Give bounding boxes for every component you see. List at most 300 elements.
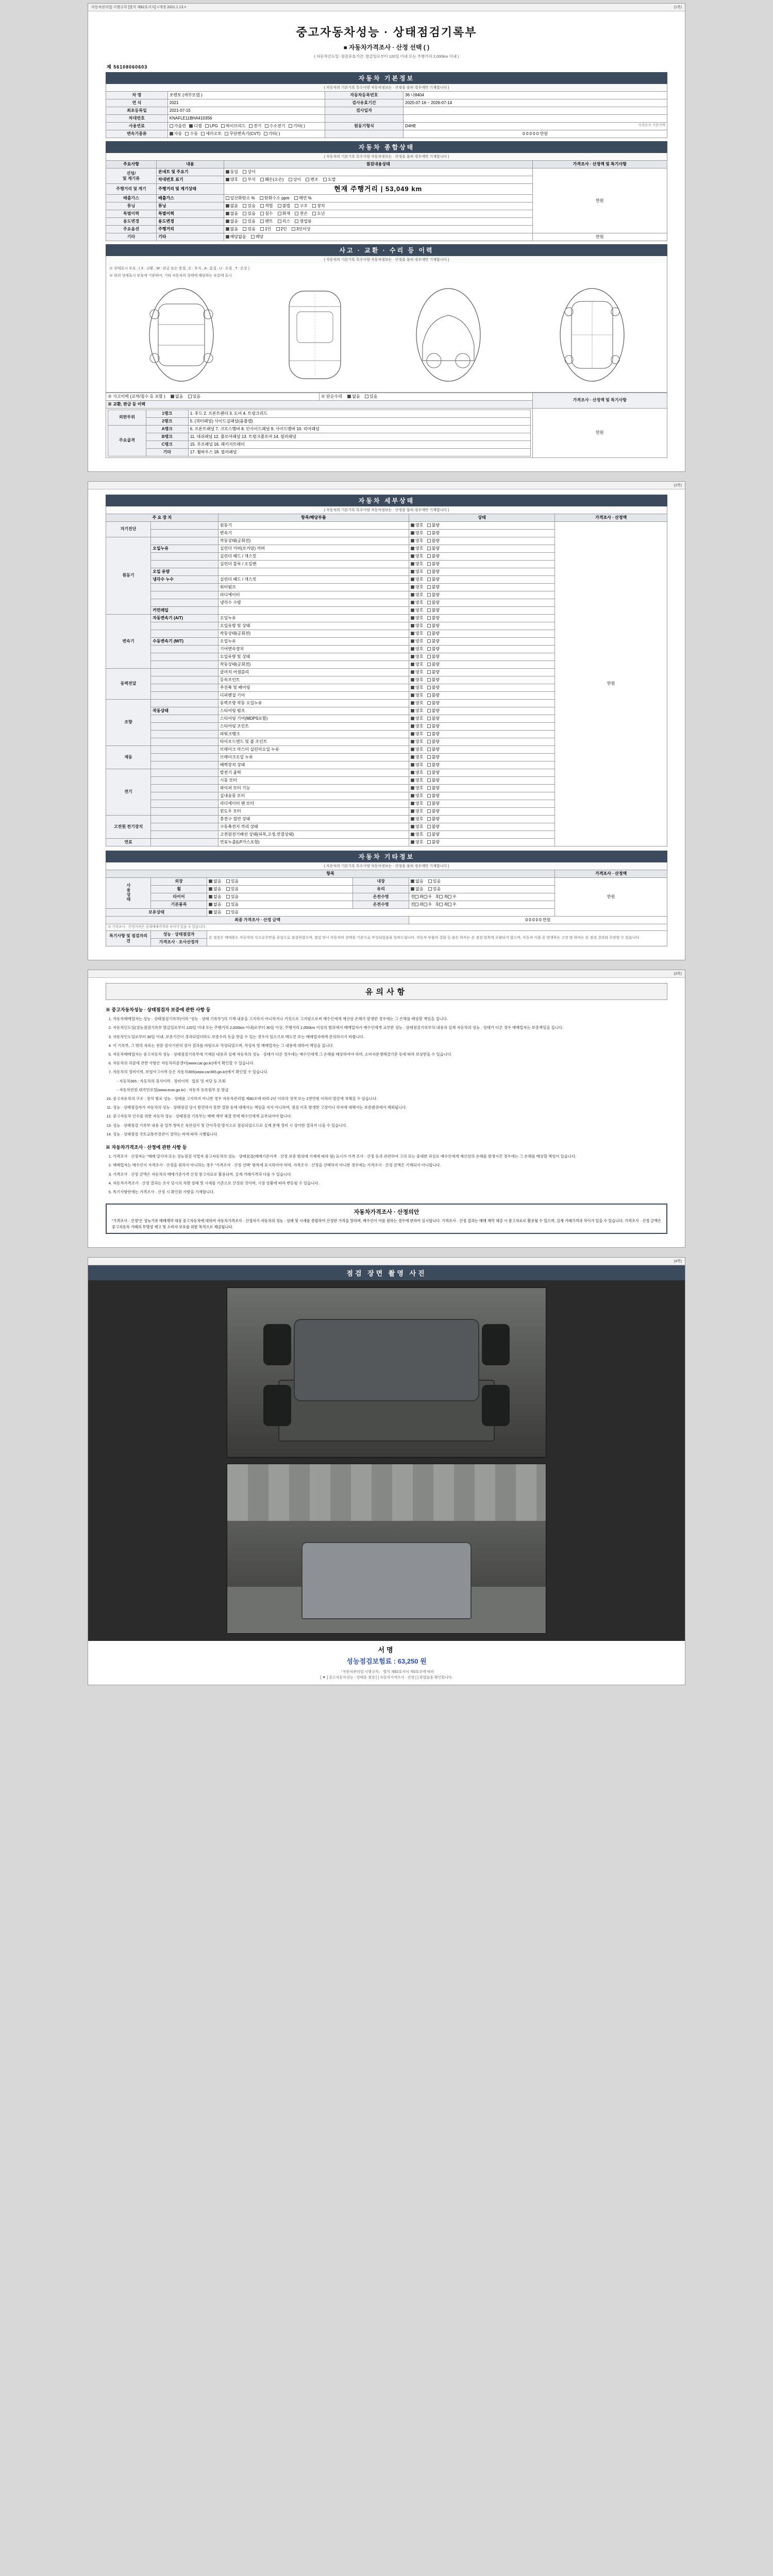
checkbox[interactable] [427, 593, 431, 597]
exterior-yes[interactable]: 있음 [226, 879, 239, 884]
state-good[interactable] [411, 685, 423, 690]
checkbox[interactable] [427, 632, 431, 635]
checkbox[interactable] [411, 724, 414, 728]
state-good[interactable] [411, 801, 423, 806]
owner-yes[interactable]: 있음 [243, 227, 255, 232]
wheel-none[interactable]: 없음 [209, 887, 221, 892]
checkbox[interactable] [411, 647, 414, 651]
state-good[interactable] [411, 708, 423, 714]
owner-one[interactable]: 1인 [260, 227, 271, 232]
state-bad[interactable] [427, 693, 440, 698]
basic-rear[interactable]: 후 좌 우 [435, 902, 457, 907]
state-bad[interactable] [427, 701, 440, 706]
col-header: 내용 [157, 161, 224, 168]
option-label: 불량 [431, 623, 440, 628]
history-fire[interactable]: 화재 [278, 211, 290, 216]
state-bad[interactable] [427, 616, 440, 621]
detail-item-label: 원동기 [218, 521, 409, 529]
checkbox[interactable] [411, 554, 414, 558]
car-diagram-side-icon [397, 283, 500, 386]
option-corrosion[interactable]: 부식 [243, 177, 255, 182]
notice-item: 3. 자동차인도일로부터 30일 이내, 보증기간이 경과되었더라도 보증수리 등을 받을 수 있는 경우가 있으므로 매도인 또는 매매업자에게 문의하시기 바랍니다. [113, 1034, 667, 1040]
detail-sub-label [151, 645, 219, 653]
checkbox[interactable] [427, 809, 431, 813]
checkbox[interactable] [427, 748, 431, 751]
checkbox[interactable] [411, 740, 414, 743]
emission-co[interactable]: 일산화탄소 % [226, 196, 255, 201]
checkbox[interactable] [411, 763, 414, 767]
row-label: 온전수명 [353, 901, 409, 908]
checkbox[interactable] [411, 624, 414, 628]
option-erased[interactable]: 도말 [323, 177, 335, 182]
state-bad[interactable] [427, 546, 440, 551]
state-bad[interactable] [427, 793, 440, 799]
state-good[interactable] [411, 677, 423, 683]
simple-repair-question: ※ 단순수리 [321, 394, 342, 399]
detail-sub-label [151, 583, 219, 591]
serial-label: 제 [107, 64, 112, 70]
state-good[interactable] [411, 647, 423, 652]
state-bad[interactable] [427, 662, 440, 667]
fuel-option-hybrid[interactable]: 하이브리드 [221, 124, 246, 129]
option-label: 불량 [431, 785, 440, 790]
checkbox[interactable] [427, 578, 431, 581]
option-label: 양호 [415, 785, 424, 790]
fuel-option-diesel[interactable]: 디젤 [189, 124, 201, 129]
detail-sub-label [151, 745, 219, 753]
interior-none[interactable]: 없음 [411, 879, 423, 884]
checkbox[interactable] [427, 547, 431, 550]
trans-option-cvt[interactable]: 무단변속기(CVT) [225, 131, 260, 137]
table-header-row [106, 161, 667, 168]
section-other-band: 자동차 기타정보 [106, 851, 667, 862]
checkbox[interactable] [427, 678, 431, 682]
state-bad[interactable] [427, 554, 440, 559]
history-totalloss[interactable]: 전손 [295, 211, 307, 216]
checkbox[interactable] [411, 833, 414, 836]
state-good[interactable] [411, 639, 423, 644]
checkbox[interactable] [411, 547, 414, 550]
detail-group-label: 연료 [106, 838, 151, 846]
checkbox[interactable] [411, 601, 414, 604]
checkbox[interactable] [411, 732, 414, 736]
accident-yes[interactable]: 있음 [188, 394, 200, 399]
state-bad[interactable] [427, 824, 440, 829]
state-bad[interactable] [427, 724, 440, 729]
tire-yes[interactable]: 있음 [226, 894, 239, 900]
notice-title: 유의사항 [106, 983, 667, 1000]
detail-sub-label: 작동상태 [151, 707, 219, 715]
option-label: 불량 [431, 716, 440, 721]
basic-items-yes[interactable]: 있음 [226, 902, 239, 907]
checkbox[interactable] [427, 701, 431, 705]
option-damaged[interactable]: 훼손(오손) [260, 177, 283, 182]
checkbox[interactable] [411, 593, 414, 597]
checkbox[interactable] [427, 554, 431, 558]
row-group-label: 튜닝 [106, 202, 157, 210]
trans-option-semi[interactable]: 세미오토 [201, 131, 222, 137]
usage-rent[interactable]: 렌트 [260, 219, 273, 224]
option-label: 양호 [415, 538, 424, 543]
state-bad[interactable] [427, 569, 440, 574]
checkbox[interactable] [427, 585, 431, 589]
tire-shape [263, 1324, 291, 1365]
cell-value: 2025-07-16 ~ 2026-07-14 [404, 99, 667, 107]
state-bad[interactable] [427, 585, 440, 590]
emission-hc[interactable]: 탄화수소 ppm [260, 196, 290, 201]
option-good[interactable]: 양호 [226, 177, 238, 182]
checkbox[interactable] [411, 748, 414, 751]
checkbox[interactable] [427, 562, 431, 566]
owner-two[interactable]: 2인 [276, 227, 287, 232]
state-bad[interactable] [427, 732, 440, 737]
detail-state-options [409, 645, 555, 653]
checkbox[interactable] [411, 639, 414, 643]
checkbox[interactable] [411, 539, 414, 543]
notice-item: 5. 자동차매매업자는 중고자동차 성능 · 상태점검기록부에 기재된 내용과 실제 자동차의 성능 · 상태가 다른 경우에는 매수인에게 그 손해를 배상하여야 하며, 소비자분쟁해결기준 등에 따라 보상받을 수 있습니다. [113, 1052, 667, 1058]
checkbox[interactable] [427, 817, 431, 821]
checkbox[interactable] [427, 647, 431, 651]
checkbox[interactable] [427, 686, 431, 689]
detail-state-options [409, 823, 555, 831]
checkbox[interactable] [411, 717, 414, 720]
tuning-yes[interactable]: 있음 [243, 204, 255, 209]
state-good[interactable] [411, 793, 423, 799]
checkbox[interactable] [411, 585, 414, 589]
state-good[interactable] [411, 840, 423, 845]
checkbox[interactable] [427, 732, 431, 736]
checkbox[interactable] [427, 624, 431, 628]
retention-yes[interactable]: 있음 [226, 910, 239, 915]
state-bad[interactable] [427, 531, 440, 536]
checkbox[interactable] [427, 717, 431, 720]
checkbox[interactable] [427, 663, 431, 666]
state-bad[interactable] [427, 670, 440, 675]
rank-items: 15. 루프패널 16. 패키지트레이 [188, 440, 530, 448]
state-good[interactable] [411, 762, 423, 768]
section-basic-band: 자동차 기본정보 [106, 72, 667, 84]
option-same[interactable]: 동일 [226, 170, 238, 175]
option-label: 불량 [431, 801, 440, 806]
fuel-option-gasoline[interactable]: 가솔린 [170, 124, 186, 129]
detail-state-options [409, 838, 555, 846]
state-good[interactable] [411, 786, 423, 791]
option-label: 양호 [415, 623, 424, 628]
wheel-yes[interactable]: 있음 [226, 887, 239, 892]
checkbox[interactable] [427, 655, 431, 658]
state-bad[interactable] [427, 762, 440, 768]
state-good[interactable] [411, 755, 423, 760]
state-bad[interactable] [427, 654, 440, 659]
state-bad[interactable] [427, 840, 440, 845]
emission-smoke[interactable]: 매연 % [294, 196, 312, 201]
history-yes[interactable]: 있음 [243, 211, 255, 216]
state-good[interactable] [411, 616, 423, 621]
checkbox[interactable] [427, 539, 431, 543]
state-bad[interactable] [427, 817, 440, 822]
checkbox[interactable] [427, 755, 431, 759]
fuel-option-hydrogen[interactable]: 수소전기 [265, 124, 285, 129]
checkbox[interactable] [427, 608, 431, 612]
trans-option-manual[interactable]: 수동 [185, 131, 197, 137]
checkbox[interactable] [427, 825, 431, 828]
checkbox[interactable] [411, 678, 414, 682]
checkbox[interactable] [411, 578, 414, 581]
state-good[interactable] [411, 809, 423, 814]
state-bad[interactable] [427, 623, 440, 629]
rank-label: C랭크 [146, 440, 188, 448]
checkbox[interactable] [411, 709, 414, 713]
history-theft[interactable]: 도난 [312, 211, 325, 216]
option-label: 불량 [431, 654, 440, 659]
state-bad[interactable] [427, 523, 440, 528]
detail-sub-label [151, 684, 219, 691]
state-bad[interactable] [427, 739, 440, 744]
notice-item: 3. 가격조사 · 산정 금액은 자동차의 매매기준가격 산정 참고자료로 활용되며, 실제 거래가격과 다를 수 있습니다. [113, 1172, 667, 1178]
footnote-line-1: 「자동차관리법 시행규칙」 별지 제82호서식 제3호조에 따라 [339, 1670, 434, 1674]
state-bad[interactable] [427, 809, 440, 814]
checkbox[interactable] [411, 794, 414, 798]
tuning-structure[interactable]: 구조 [295, 204, 307, 209]
option-label: 불량 [431, 662, 440, 667]
history-flood[interactable]: 침수 [260, 211, 273, 216]
state-good[interactable] [411, 724, 423, 729]
checkbox[interactable] [427, 740, 431, 743]
checkbox[interactable] [427, 601, 431, 604]
basic-items-none[interactable]: 없음 [209, 902, 221, 907]
retention-none[interactable]: 없음 [209, 910, 221, 915]
trans-option-other[interactable]: 기타( ) [264, 131, 280, 137]
checkbox[interactable] [427, 639, 431, 643]
base-price-value: 0 0 0 0 0 만원 [404, 130, 667, 138]
checkbox[interactable] [427, 724, 431, 728]
row-label: 기본품목 [151, 901, 207, 908]
state-good[interactable] [411, 693, 423, 698]
owner-three-plus[interactable]: 3인이상 [292, 227, 311, 232]
state-good[interactable] [411, 577, 423, 582]
tire-front[interactable]: 전 좌 우 [411, 894, 432, 899]
simple-none[interactable]: 없음 [347, 394, 360, 399]
state-good[interactable] [411, 538, 423, 544]
checkbox[interactable] [411, 825, 414, 828]
state-good[interactable] [411, 662, 423, 667]
state-good[interactable] [411, 585, 423, 590]
checkbox[interactable] [411, 632, 414, 635]
state-good[interactable] [411, 569, 423, 574]
checkbox[interactable] [411, 663, 414, 666]
state-good[interactable] [411, 623, 423, 629]
detail-sub-label [151, 776, 219, 784]
option-altered[interactable]: 변조 [306, 177, 318, 182]
row-options [409, 885, 555, 893]
table-row [106, 168, 667, 176]
detail-sub-label: 오일 유량 [151, 568, 219, 575]
checkbox[interactable] [411, 655, 414, 658]
option-label: 양호 [415, 546, 424, 551]
state-good[interactable] [411, 817, 423, 822]
checkbox[interactable] [411, 608, 414, 612]
state-good[interactable] [411, 739, 423, 744]
state-bad[interactable] [427, 592, 440, 598]
checkbox[interactable] [427, 794, 431, 798]
state-good[interactable] [411, 670, 423, 675]
state-good[interactable] [411, 592, 423, 598]
checkbox[interactable] [427, 786, 431, 790]
detail-item-label: 충전구 절연 상태 [218, 815, 409, 823]
state-bad[interactable] [427, 631, 440, 636]
checkbox[interactable] [411, 670, 414, 674]
state-good[interactable] [411, 778, 423, 783]
exterior-none[interactable]: 없음 [209, 879, 221, 884]
state-bad[interactable] [427, 770, 440, 775]
detail-state-options [409, 792, 555, 800]
tuning-device[interactable]: 장치 [312, 204, 325, 209]
state-bad[interactable] [427, 801, 440, 806]
accident-none[interactable]: 없음 [171, 394, 183, 399]
detail-state-options [409, 552, 555, 560]
checkbox[interactable] [411, 686, 414, 689]
checkbox[interactable] [411, 523, 414, 527]
callout-text: "가격조사 · 산정"은 성능기록 매매계약 대상 중고자동차에 대하여 자동차가격조사 · 산정자가 자동차의 성능 · 상태 및 시세를 종합하여 산정한 가격을 말하며, 매수인이 이를 원하는 경우에 한하여 실시합니다. 가격조사 · 산정 결과는 매매 계약 체결 시 참고자료로 활용될 수 있으며, 실제 거래가격과 차이가 있을 수 있습니다. 가격조사 · 산정 금액은 중고자동차 거래의 투명성 제고 및 소비자 보호를 위한 목적으로 제공됩니다. [112, 1218, 661, 1229]
usage-business[interactable]: 영업용 [295, 219, 311, 224]
state-bad[interactable] [427, 778, 440, 783]
fuel-option-electric[interactable]: 전기 [249, 124, 261, 129]
owner-none[interactable]: 없음 [226, 227, 238, 232]
checkbox[interactable] [427, 840, 431, 844]
detail-sub-label [151, 753, 219, 761]
state-good[interactable] [411, 654, 423, 659]
checkbox[interactable] [427, 531, 431, 535]
checkbox[interactable] [411, 693, 414, 697]
checkbox[interactable] [427, 616, 431, 620]
history-none[interactable]: 없음 [226, 211, 238, 216]
checkbox[interactable] [411, 701, 414, 705]
detail-sub-label [151, 630, 219, 637]
checkbox[interactable] [411, 840, 414, 844]
state-good[interactable] [411, 554, 423, 559]
glass-none[interactable]: 없음 [411, 887, 423, 892]
checkbox[interactable] [427, 778, 431, 782]
checkbox[interactable] [427, 802, 431, 805]
usage-none[interactable]: 없음 [226, 219, 238, 224]
checkbox[interactable] [411, 531, 414, 535]
simple-yes[interactable]: 있음 [365, 394, 377, 399]
detail-sub-label [151, 552, 219, 560]
checkbox[interactable] [411, 570, 414, 573]
state-good[interactable] [411, 824, 423, 829]
state-bad[interactable] [427, 786, 440, 791]
state-bad[interactable] [427, 708, 440, 714]
option-label: 양호 [415, 692, 424, 698]
etc-yes[interactable]: 해당 [251, 234, 263, 240]
tuning-none[interactable]: 없음 [226, 204, 238, 209]
state-good[interactable] [411, 832, 423, 837]
state-bad[interactable] [427, 747, 440, 752]
usage-lease[interactable]: 리스 [278, 219, 290, 224]
fuel-option-other[interactable]: 기타( ) [289, 124, 305, 129]
checkbox[interactable] [411, 786, 414, 790]
etc-none[interactable]: 해당없음 [226, 234, 246, 240]
detail-group-label: 조향 [106, 699, 151, 745]
checkbox[interactable] [411, 771, 414, 774]
state-bad[interactable] [427, 639, 440, 644]
checkbox[interactable] [411, 778, 414, 782]
interior-yes[interactable]: 있음 [428, 879, 441, 884]
checkbox[interactable] [411, 817, 414, 821]
usage-yes[interactable]: 있음 [243, 219, 255, 224]
checkbox[interactable] [411, 562, 414, 566]
checkbox[interactable] [411, 802, 414, 805]
state-bad[interactable] [427, 755, 440, 760]
detail-price-value: 만원 [555, 521, 667, 846]
checkbox[interactable] [427, 709, 431, 713]
fee-label: 성능점검보험료 : [346, 1657, 398, 1666]
state-bad[interactable] [427, 562, 440, 567]
tuning-legal[interactable]: 적법 [260, 204, 273, 209]
col-header: 가격조사 · 산정액 및 특기사항 [532, 161, 667, 168]
state-good[interactable] [411, 523, 423, 528]
checkbox[interactable] [411, 755, 414, 759]
state-bad[interactable] [427, 677, 440, 683]
state-good[interactable] [411, 631, 423, 636]
state-good[interactable] [411, 701, 423, 706]
state-good[interactable] [411, 716, 423, 721]
state-bad[interactable] [427, 647, 440, 652]
state-good[interactable] [411, 770, 423, 775]
state-good[interactable] [411, 747, 423, 752]
tuning-illegal[interactable]: 불법 [278, 204, 290, 209]
option-different[interactable]: 상이 [243, 170, 255, 175]
tire-rear[interactable]: 후 좌 우 [435, 894, 457, 899]
detail-state-options [409, 800, 555, 807]
state-good[interactable] [411, 562, 423, 567]
tire-none[interactable]: 없음 [209, 894, 221, 900]
state-good[interactable] [411, 531, 423, 536]
checkbox[interactable] [427, 523, 431, 527]
state-bad[interactable] [427, 832, 440, 837]
option-label: 불량 [431, 677, 440, 682]
checkbox[interactable] [427, 670, 431, 674]
car-diagram-rear-icon [130, 283, 233, 386]
basic-front[interactable]: 전 좌 우 [411, 902, 432, 907]
state-bad[interactable] [427, 538, 440, 544]
fuel-option-lpg[interactable]: LPG [205, 124, 218, 129]
state-bad[interactable] [427, 716, 440, 721]
checkbox[interactable] [411, 616, 414, 620]
state-good[interactable] [411, 732, 423, 737]
state-bad[interactable] [427, 608, 440, 613]
state-bad[interactable] [427, 600, 440, 605]
checkbox[interactable] [427, 693, 431, 697]
glass-yes[interactable]: 있음 [428, 887, 441, 892]
state-good[interactable] [411, 608, 423, 613]
state-bad[interactable] [427, 577, 440, 582]
checkbox[interactable] [427, 570, 431, 573]
checkbox[interactable] [427, 833, 431, 836]
detail-state-options [409, 606, 555, 614]
trans-option-auto[interactable]: 자동 [170, 131, 182, 137]
engine-value [404, 123, 667, 130]
notice-heading-2: ※ 자동차가격조사 · 산정에 관한 사항 등 [106, 1145, 187, 1150]
checkbox[interactable] [411, 809, 414, 813]
checkbox[interactable] [427, 771, 431, 774]
checkbox[interactable] [427, 763, 431, 767]
state-good[interactable] [411, 600, 423, 605]
state-bad[interactable] [427, 685, 440, 690]
option-mismatch[interactable]: 상이 [289, 177, 301, 182]
state-good[interactable] [411, 546, 423, 551]
detail-state-options [409, 537, 555, 545]
